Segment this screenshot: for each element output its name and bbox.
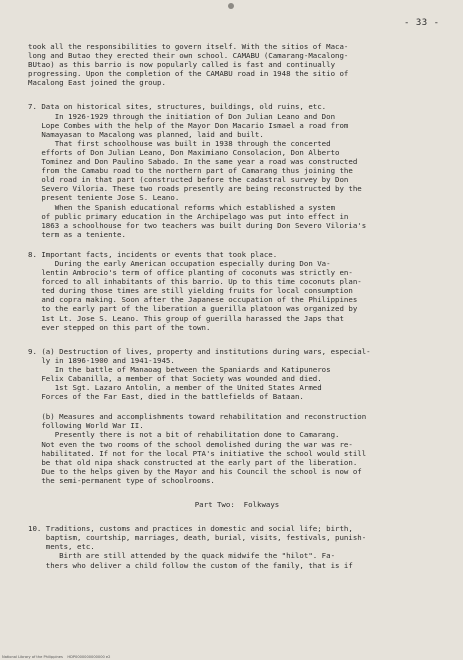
- text-line: (b) Measures and accomplishments toward rehabilitation and reconstruction: [28, 412, 367, 422]
- text-line: Not even the two rooms of the school demolished during the war was re-: [28, 439, 353, 449]
- spacer: [28, 401, 446, 412]
- text-line: 10. Traditions, customs and practices in domestic and social life; birth,: [28, 524, 353, 534]
- text-line: Severo Viloria. These two roads presently are being reconstructed by the: [28, 184, 362, 194]
- archive-footer: National Library of the Philippines HDP0000000000000 e2: [2, 655, 111, 659]
- text-line: from the Camabu road to the northern part of Camarang thus joining the: [28, 166, 353, 176]
- document-body: [28, 42, 446, 570]
- spacer: [28, 332, 446, 347]
- text-line: That first schoolhouse was built in 1938 through the concerted: [28, 138, 331, 148]
- text-line: When the Spanish educational reforms which established a system: [28, 202, 336, 212]
- text-line: of public primary education in the Archipelago was put into effect in: [28, 211, 349, 221]
- text-line: Lope Combes with the help of the Mayor Don Macario Ismael a road from: [28, 120, 349, 130]
- text-line: Tominez and Don Paulino Sabado. In the same year a road was constructed: [28, 157, 358, 167]
- paragraph: [28, 347, 446, 402]
- text-line: 8. Important facts, incidents or events that took place.: [28, 249, 278, 259]
- text-line: to the early part of the liberation a guerilla platoon was organized by: [28, 304, 358, 314]
- text-line: thers who deliver a child follow the custom of the family, that is if: [28, 560, 353, 570]
- text-line: Forces of the Far East, died in the battlefields of Bataan.: [28, 392, 304, 402]
- text-line: ments, etc.: [28, 542, 95, 552]
- text-line: Birth are still attended by the quack midwife the "hilot". Fa-: [28, 551, 336, 561]
- text-line: and copra making. Soon after the Japanese occupation of the Philippines: [28, 295, 358, 305]
- text-line: long and Butao they erected their own school. CAMABU (Camarang-Macalong-: [28, 51, 349, 61]
- text-line: Macalong East joined the group.: [28, 78, 166, 88]
- punch-hole-mark: [228, 3, 234, 9]
- text-line: present teniente Jose S. Leano.: [28, 193, 180, 203]
- text-line: forced to all inhabitants of this barrio. Up to this time coconuts plan-: [28, 277, 362, 287]
- text-line: term as a teniente.: [28, 229, 126, 239]
- text-line: Felix Cabanilla, a member of that Society was wounded and died.: [28, 374, 322, 383]
- text-line: Presently there is not a bit of rehabilitation done to Camarang.: [28, 430, 340, 440]
- text-line: habilitated. If not for the local PTA's initiative the school would still: [28, 448, 367, 458]
- paragraph: [28, 412, 446, 485]
- text-line: lentin Ambrocio's term of office planting of coconuts was strictly en-: [28, 268, 353, 278]
- text-line: Namayasan to Macalong was planned, laid and built.: [28, 129, 264, 139]
- page-number: - 33 -: [404, 18, 440, 28]
- text-line: During the early American occupation especially during Don Va-: [28, 258, 331, 268]
- paragraph: [28, 42, 446, 87]
- text-line: ly in 1896-1900 and 1941-1945.: [28, 355, 175, 365]
- part-heading: Part Two: Folkways: [194, 500, 280, 510]
- spacer: [28, 509, 446, 524]
- text-line: ever stepped on this part of the town.: [28, 322, 211, 332]
- text-line: progressing. Upon the completion of the CAMABU road in 1948 the sitio of: [28, 69, 349, 79]
- text-line: 1st Sgt. Lazaro Antolin, a member of the United States Armed: [28, 383, 322, 393]
- spacer: [28, 239, 446, 250]
- text-line: be that old nipa shack constructed at the early part of the liberation.: [28, 457, 358, 467]
- text-line: old road in that part (constructed before the cadastral survey by Don: [28, 175, 349, 185]
- paragraph: [28, 524, 446, 569]
- spacer: [28, 87, 446, 102]
- text-line: BUtao) as this barrio is now popularly called is fast and continually: [28, 60, 336, 70]
- text-line: 7. Data on historical sites, structures, buildings, old ruins, etc.: [28, 102, 327, 112]
- paragraph: [28, 250, 446, 332]
- text-line: efforts of Don Julian Leano, Don Maximiano Consolacion, Don Alberto: [28, 147, 340, 157]
- text-line: In 1926-1929 through the initiation of Don Julian Leano and Don: [28, 111, 336, 121]
- text-line: 1st Lt. Jose S. Leano. This group of guerilla harassed the Japs that: [28, 313, 344, 323]
- text-line: following World War II.: [28, 421, 144, 431]
- text-line: the semi-permanent type of schoolrooms.: [28, 475, 215, 485]
- text-line: ted during those times are still yielding fruits for local consumption: [28, 286, 353, 296]
- text-line: In the battle of Manaoag between the Spaniards and Katipuneros: [28, 364, 331, 374]
- text-line: Due to the helps given by the Mayor and his Council the school is now of: [28, 466, 362, 476]
- text-line: 1863 a schoolhouse for two teachers was built during Don Severo Viloria's: [28, 220, 367, 230]
- text-line: baptism, courtship, marriages, death, burial, visits, festivals, punish-: [28, 533, 367, 543]
- paragraph: [28, 102, 446, 238]
- text-line: took all the responsibilities to govern itself. With the sitios of Maca-: [28, 42, 349, 51]
- text-line: 9. (a) Destruction of lives, property and institutions during wars, especial-: [28, 346, 371, 356]
- spacer: [28, 485, 446, 500]
